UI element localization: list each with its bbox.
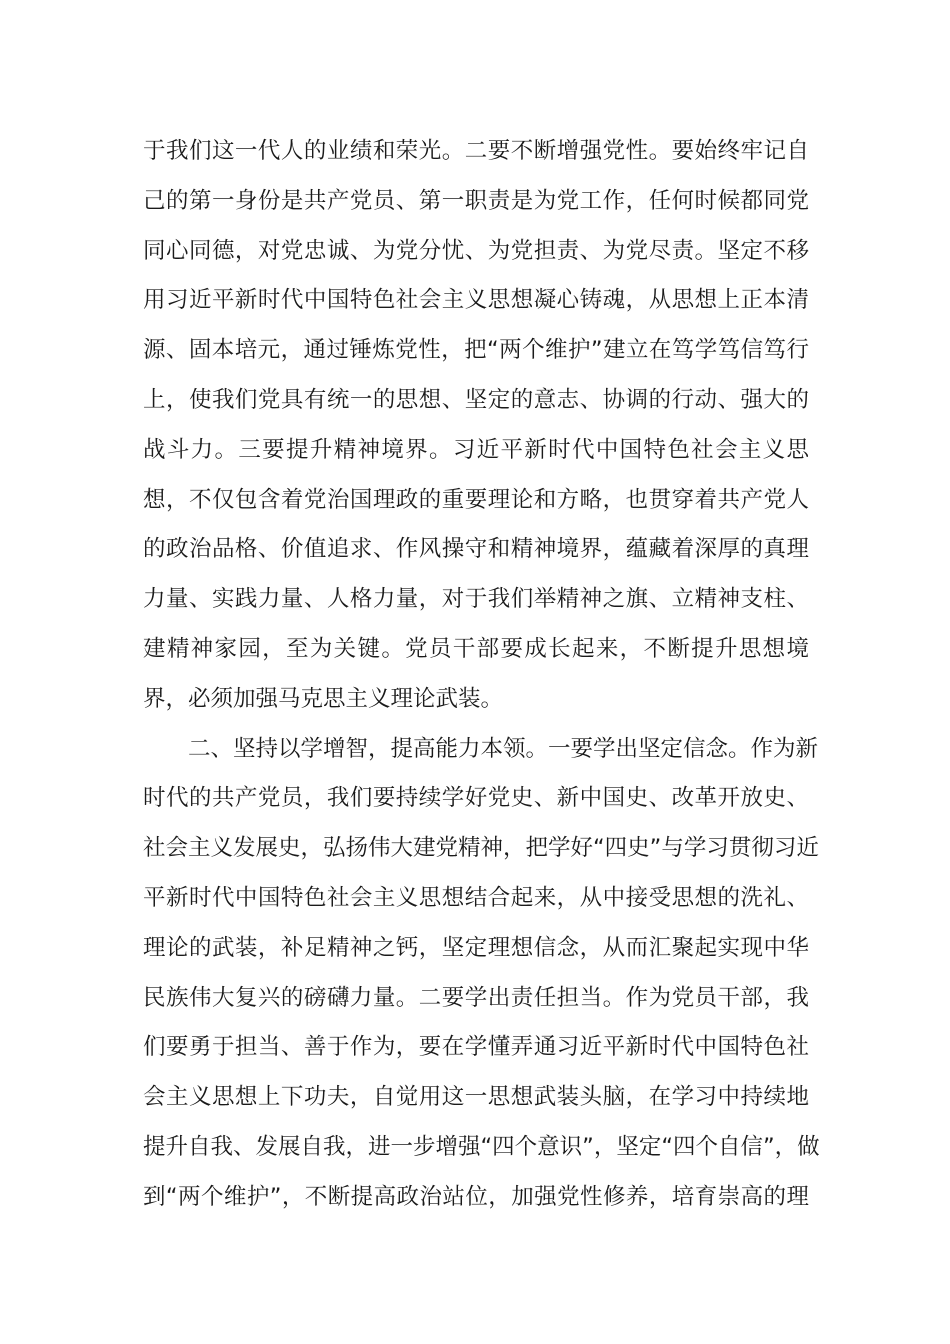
text-line: 界，必须加强马克思主义理论武装。 bbox=[143, 685, 504, 712]
text-line: 建精神家园，至为关键。党员干部要成长起来，不断提升思想境 bbox=[143, 635, 809, 662]
text-line: 己的第一身份是共产党员、第一职责是为党工作，任何时候都同党 bbox=[143, 187, 809, 214]
text-line: 会主义思想上下功夫，自觉用这一思想武装头脑，在学习中持续地 bbox=[143, 1084, 809, 1111]
document-body bbox=[143, 127, 820, 1223]
text-line: 同心同德，对党忠诚、为党分忧、为党担责、为党尽责。坚定不移 bbox=[143, 237, 809, 264]
text-line: 理论的武装，补足精神之钙，坚定理想信念，从而汇聚起实现中华 bbox=[143, 934, 809, 961]
text-line: 民族伟大复兴的磅礴力量。二要学出责任担当。作为党员干部，我 bbox=[143, 984, 809, 1011]
text-line: 二、坚持以学增智，提高能力本领。一要学出坚定信念。作为新 bbox=[188, 735, 819, 762]
text-line: 平新时代中国特色社会主义思想结合起来，从中接受思想的洗礼、 bbox=[143, 884, 809, 911]
text-line: 上，使我们党具有统一的思想、坚定的意志、协调的行动、强大的 bbox=[143, 386, 809, 413]
text-line: 用习近平新时代中国特色社会主义思想凝心铸魂，从思想上正本清 bbox=[143, 287, 809, 314]
text-line: 社会主义发展史，弘扬伟大建党精神，把学好“四史”与学习贯彻习近 bbox=[143, 835, 819, 862]
text-line: 想，不仅包含着党治国理政的重要理论和方略，也贯穿着共产党人 bbox=[143, 486, 809, 513]
text-line: 战斗力。三要提升精神境界。习近平新时代中国特色社会主义思 bbox=[143, 436, 809, 463]
paragraph-1 bbox=[143, 127, 809, 725]
paragraph-2 bbox=[143, 725, 820, 1223]
text-line: 们要勇于担当、善于作为，要在学懂弄通习近平新时代中国特色社 bbox=[143, 1034, 809, 1061]
text-line: 到“两个维护”，不断提高政治站位，加强党性修养，培育崇高的理 bbox=[143, 1183, 809, 1210]
text-line: 的政治品格、价值追求、作风操守和精神境界，蕴藏着深厚的真理 bbox=[143, 536, 809, 563]
text-line: 于我们这一代人的业绩和荣光。二要不断增强党性。要始终牢记自 bbox=[143, 138, 809, 164]
text-line: 时代的共产党员，我们要持续学好党史、新中国史、改革开放史、 bbox=[143, 785, 809, 812]
text-line: 力量、实践力量、人格力量，对于我们举精神之旗、立精神支柱、 bbox=[143, 586, 809, 613]
text-line: 提升自我、发展自我，进一步增强“四个意识”，坚定“四个自信”，做 bbox=[143, 1133, 820, 1160]
text-line: 源、固本培元，通过锤炼党性，把“两个维护”建立在笃学笃信笃行 bbox=[143, 337, 809, 364]
